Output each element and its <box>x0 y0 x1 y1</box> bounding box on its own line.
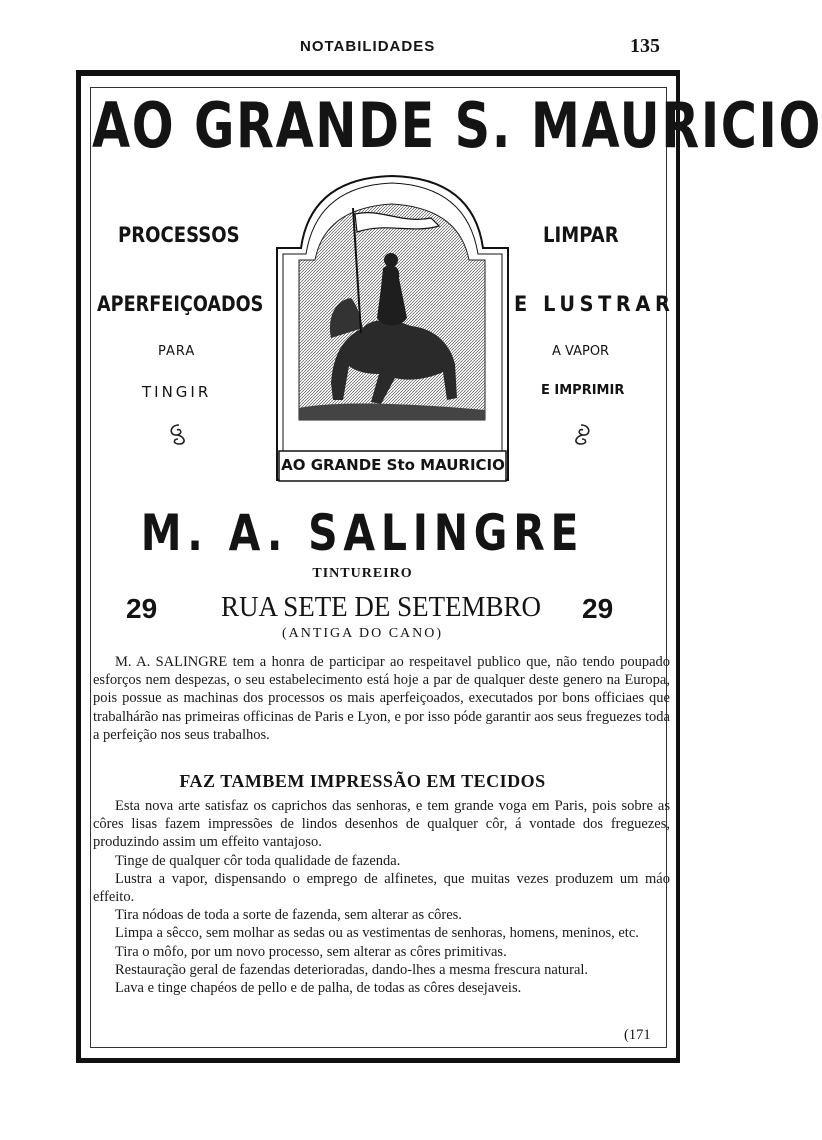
service-right-1: LIMPAR <box>543 223 619 247</box>
list-item: Tinge de qualquer côr toda qualidade de fazenda. <box>115 852 401 869</box>
street-number-right: 29 <box>582 593 614 624</box>
list-item: Tira nódoas de toda a sorte de fazenda, sem alterar as côres. <box>115 907 462 924</box>
list-item: Limpa a sêcco, sem molhar as sedas ou as vestimentas de senhoras, homens, meninos, etc. <box>115 925 639 942</box>
intro-paragraph <box>93 653 670 744</box>
list-item: Lustra a vapor, dispensando o emprego de alfinetes, que muitas vezes produzem um máo effeito. <box>93 870 670 906</box>
street-number-left: 29 <box>126 593 158 624</box>
service-left-2: APERFEIÇOADOS <box>97 292 264 316</box>
service-right-3: A VAPOR <box>552 344 610 359</box>
list-item: Tira o môfo, por um novo processo, sem alterar as côres primitivas. <box>115 943 507 960</box>
running-title: NOTABILIDADES <box>300 38 436 55</box>
service-left-1: PROCESSOS <box>118 223 240 247</box>
flourish-ornament-icon <box>567 422 595 455</box>
intro-text: M. A. SALINGRE tem a honra de participar ao respeitavel publico que, não tendo poupado esforços nem despezas, o seu estabelecimento está hoje a par de qualquer deste genero na Europa, pois possue as machinas dos processos os mais aperfeiçoados, executados por bons officiaes que trabalhárão nas primeiras officinas de Paris e Lyon, e por isso póde garantir aos seus freguezes toda a perfeição nos seus trabalhos. <box>93 654 670 743</box>
street-name: RUA SETE DE SETEMBRO <box>221 591 541 623</box>
service-left-3: PARA <box>158 344 196 359</box>
shop-name: AO GRANDE S. MAURICIO <box>92 89 822 162</box>
page-header <box>0 35 725 62</box>
section-heading: FAZ TAMBEM IMPRESSÃO EM TECIDOS <box>179 771 546 791</box>
advert-reference: (171 <box>624 1027 651 1043</box>
list-item: Restauração geral de fazendas deterioradas, dando-lhes a mesma frescura natural. <box>115 961 589 978</box>
address-note: (ANTIGA DO CANO) <box>281 626 444 641</box>
proprietor-name: M. A. SALINGRE <box>140 504 585 562</box>
service-right-4: E IMPRIMIR <box>541 383 625 398</box>
flourish-ornament-icon <box>165 422 193 455</box>
service-left-4: TINGIR <box>142 383 212 401</box>
list-item: Lava e tinge chapéos de pello e de palha, de todas as côres desejaveis. <box>115 980 522 997</box>
page-number: 135 <box>630 35 660 57</box>
saint-maurice-emblem-icon <box>271 168 514 484</box>
services-list <box>93 797 670 997</box>
trade-label: TINTUREIRO <box>312 566 413 581</box>
emblem-caption: AO GRANDE Sto MAURICIO <box>281 456 505 474</box>
list-item: Esta nova arte satisfaz os caprichos das senhoras, e tem grande voga em Paris, pois sobre as côres lisas fazem impressões de lindos desenhos de qualquer côr, á vontade dos freguezes, produzindo assim um effeito vantajoso. <box>93 798 670 851</box>
service-right-2: E LUSTRAR <box>514 292 675 316</box>
address-row <box>0 591 725 631</box>
